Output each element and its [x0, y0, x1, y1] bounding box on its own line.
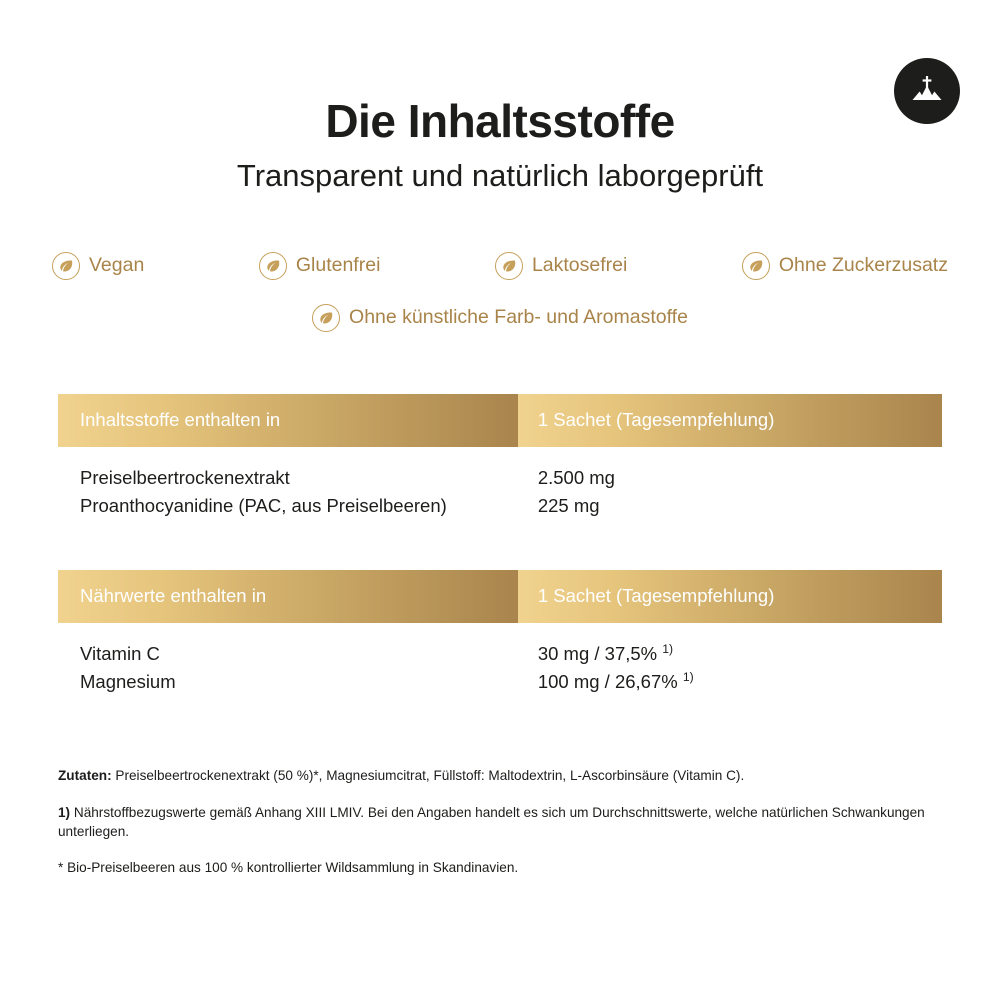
- table-header-cell: Inhaltsstoffe enthalten in: [58, 394, 518, 447]
- tables-section: [0, 394, 1000, 700]
- nutrition-table: [58, 570, 942, 700]
- table-header-cell: 1 Sachet (Tagesempfehlung): [518, 570, 942, 623]
- claim-label: Ohne künstliche Farb- und Aromastoffe: [349, 306, 688, 329]
- claims-row-primary: [52, 252, 948, 280]
- table-row: [58, 623, 942, 668]
- page-title: Die Inhaltsstoffe: [325, 95, 675, 147]
- claim-label: Glutenfrei: [295, 254, 381, 277]
- footnote-origin: [58, 858, 942, 877]
- table-row: [58, 492, 942, 524]
- footnote-text: * Bio-Preiselbeeren aus 100 % kontrollierter Wildsammlung in Skandinavien.: [58, 860, 519, 876]
- footnote-text: Nährstoffbezugswerte gemäß Anhang XIII LMIV. Bei den Angaben handelt es sich um Durchschnittswerte, welche natürlichen Schwankungen unterliegen.: [58, 804, 925, 839]
- claim-label: Vegan: [89, 254, 145, 277]
- nutrient-amount-value: 30 mg / 37,5%: [537, 643, 663, 664]
- claim-laktosefrei: [495, 252, 627, 280]
- footnote-label: Zutaten:: [58, 768, 112, 784]
- table-header-row: [58, 394, 942, 447]
- ingredient-amount-value: 2.500 mg: [537, 466, 615, 488]
- claim-label: Ohne Zuckerzusatz: [778, 254, 948, 277]
- heading-block: [0, 0, 1000, 194]
- ingredient-amount: [518, 447, 942, 492]
- footnote-marker: 1): [682, 669, 694, 684]
- table-header-row: [58, 570, 942, 623]
- footnotes-section: [0, 766, 1000, 877]
- page-subtitle: Transparent und natürlich laborgeprüft: [236, 157, 764, 193]
- ingredients-table: [58, 394, 942, 524]
- table-row: [58, 668, 942, 700]
- leaf-icon: [52, 252, 80, 280]
- table-header-cell: Nährwerte enthalten in: [58, 570, 518, 623]
- nutrient-amount: [518, 623, 942, 668]
- ingredient-name: Proanthocyanidine (PAC, aus Preiselbeeren): [80, 494, 447, 516]
- nutrient-name: Vitamin C: [80, 643, 160, 664]
- ingredient-amount: [518, 492, 942, 524]
- nutrient-name: Magnesium: [80, 671, 176, 693]
- footnote-reference-values: [58, 803, 942, 842]
- nutrient-amount: [518, 668, 942, 700]
- footnote-label: 1): [58, 804, 71, 820]
- brand-mountain-logo: [894, 58, 960, 124]
- footnote-ingredients: [58, 766, 942, 785]
- footnote-text: Preiselbeertrockenextrakt (50 %)*, Magnesiumcitrat, Füllstoff: Maltodextrin, L-Ascorbinsäure (Vitamin C).: [111, 768, 745, 784]
- nutrient-amount-value: 100 mg / 26,67%: [537, 671, 683, 693]
- leaf-icon: [312, 304, 340, 332]
- table-row: [58, 447, 942, 492]
- claim-vegan: [52, 252, 144, 280]
- claim-label: Laktosefrei: [531, 254, 628, 277]
- claim-glutenfrei: [259, 252, 381, 280]
- leaf-icon: [259, 252, 287, 280]
- ingredient-amount-value: 225 mg: [537, 494, 600, 516]
- table-header-cell: 1 Sachet (Tagesempfehlung): [518, 394, 942, 447]
- claims-row-secondary: [52, 304, 948, 332]
- ingredient-name: Preiselbeertrockenextrakt: [80, 466, 290, 488]
- claims-section: [0, 252, 1000, 332]
- leaf-icon: [495, 252, 523, 280]
- footnote-marker: 1): [662, 641, 674, 656]
- claim-ohne-zuckerzusatz: [742, 252, 948, 280]
- claim-ohne-kuenstliche-farb-und-aromastoffe: [312, 304, 688, 332]
- leaf-icon: [742, 252, 770, 280]
